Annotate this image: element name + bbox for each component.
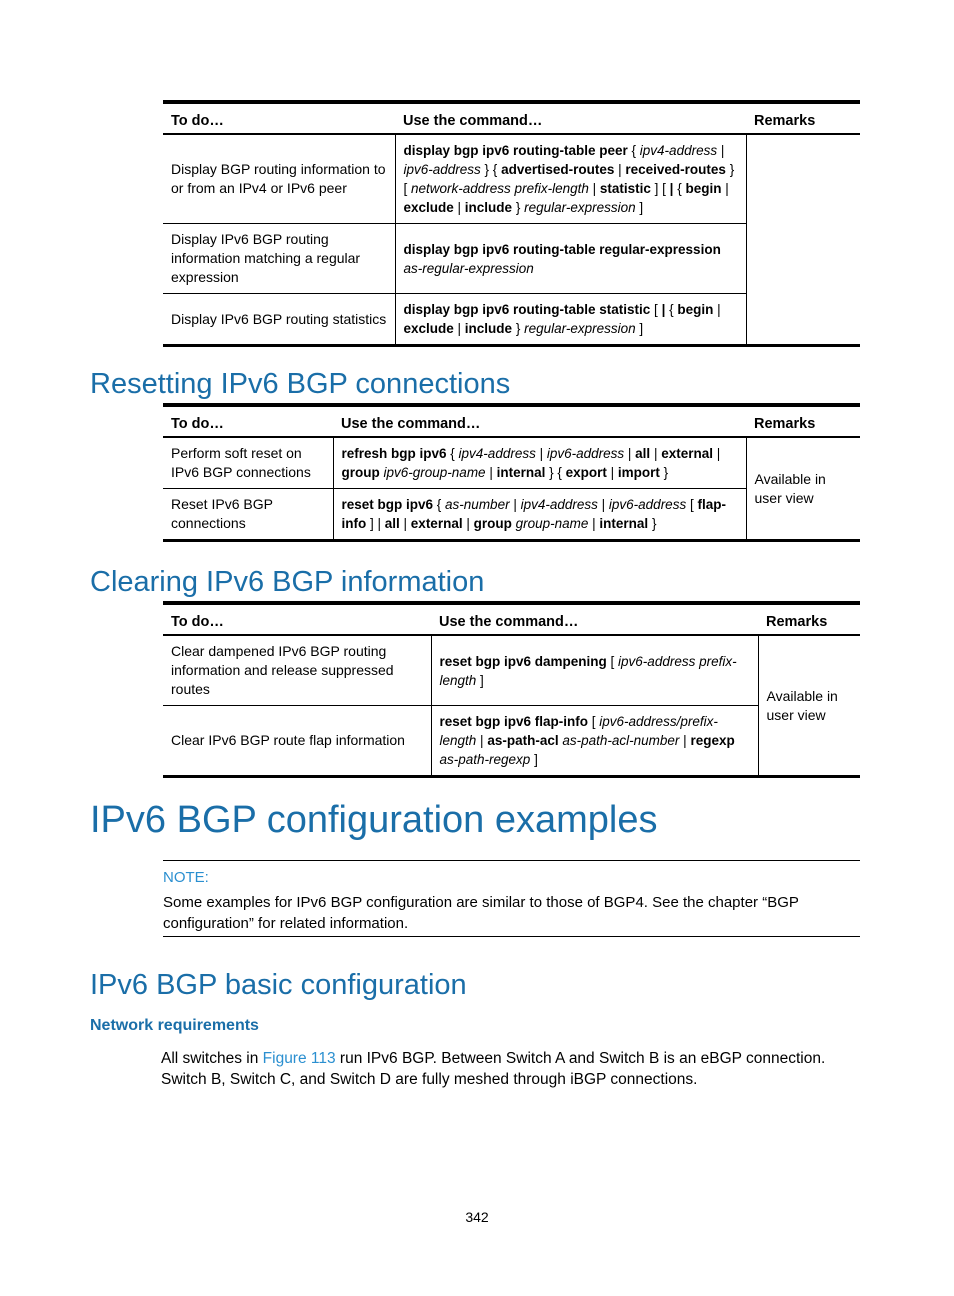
section-title-clearing: Clearing IPv6 BGP information <box>90 566 485 598</box>
table-row <box>163 706 860 777</box>
table-header-row <box>163 603 860 635</box>
header-todo: To do… <box>163 603 431 635</box>
table-header-row <box>163 405 860 437</box>
header-remarks: Remarks <box>758 603 860 635</box>
todo-cell: Perform soft reset on IPv6 BGP connections <box>163 437 333 489</box>
section-title-resetting: Resetting IPv6 BGP connections <box>90 368 511 400</box>
header-todo: To do… <box>163 102 395 134</box>
table-row <box>163 134 860 224</box>
header-remarks: Remarks <box>746 405 860 437</box>
header-command: Use the command… <box>395 102 746 134</box>
todo-cell: Clear dampened IPv6 BGP routing information and release suppressed routes <box>163 635 431 706</box>
header-command: Use the command… <box>333 405 746 437</box>
command-cell: reset bgp ipv6 flap-info [ ipv6-address/prefix-length | as-path-acl as-path-acl-number | regexp as-path-regexp ] <box>431 706 758 777</box>
header-todo: To do… <box>163 405 333 437</box>
subsection-title-network-requirements: Network requirements <box>90 1017 259 1034</box>
remarks-cell: Available in user view <box>758 635 860 777</box>
table-row <box>163 437 860 489</box>
para-text-after: run IPv6 BGP. Between Switch A and Switch B is an eBGP connection. Switch B, Switch C, and Switch D are fully meshed through iBGP connections. <box>161 1050 826 1088</box>
header-remarks: Remarks <box>746 102 860 134</box>
note-label: NOTE: <box>163 869 209 886</box>
command-cell: display bgp ipv6 routing-table peer { ipv4-address | ipv6-address } { advertised-routes | received-routes } [ network-address prefix-length | statistic ] [ | { begin | exclude | include } regular-expression ] <box>395 134 746 224</box>
note-box <box>163 860 860 937</box>
command-cell: display bgp ipv6 routing-table regular-expression as-regular-expression <box>395 224 746 294</box>
para-text-before: All switches in <box>161 1050 263 1067</box>
command-cell: display bgp ipv6 routing-table statistic [ | { begin | exclude | include } regular-expression ] <box>395 294 746 346</box>
section-title-basic: IPv6 BGP basic configuration <box>90 969 467 1001</box>
command-cell: refresh bgp ipv6 { ipv4-address | ipv6-address | all | external | group ipv6-group-name | internal } { export | import } <box>333 437 746 489</box>
display-commands-table <box>163 100 860 347</box>
reset-commands-table <box>163 403 860 542</box>
remarks-cell: Available in user view <box>746 437 860 541</box>
clear-commands-table <box>163 601 860 778</box>
note-text: Some examples for IPv6 BGP configuration are similar to those of BGP4. See the chapter “BGP configuration” for related information. <box>163 894 799 932</box>
todo-cell: Display BGP routing information to or from an IPv4 or IPv6 peer <box>163 134 395 224</box>
todo-cell: Clear IPv6 BGP route flap information <box>163 706 431 777</box>
command-cell: reset bgp ipv6 dampening [ ipv6-address prefix-length ] <box>431 635 758 706</box>
page-number: 342 <box>465 1209 489 1225</box>
requirements-paragraph <box>161 1048 871 1090</box>
todo-cell: Reset IPv6 BGP connections <box>163 489 333 541</box>
command-cell: reset bgp ipv6 { as-number | ipv4-address | ipv6-address [ flap-info ] | all | external | group group-name | internal } <box>333 489 746 541</box>
todo-cell: Display IPv6 BGP routing information matching a regular expression <box>163 224 395 294</box>
table-row <box>163 635 860 706</box>
figure-link[interactable]: Figure 113 <box>262 1050 336 1067</box>
table-header-row <box>163 102 860 134</box>
section-title-examples: IPv6 BGP configuration examples <box>90 799 658 841</box>
remarks-cell <box>746 134 860 346</box>
todo-cell: Display IPv6 BGP routing statistics <box>163 294 395 346</box>
header-command: Use the command… <box>431 603 758 635</box>
